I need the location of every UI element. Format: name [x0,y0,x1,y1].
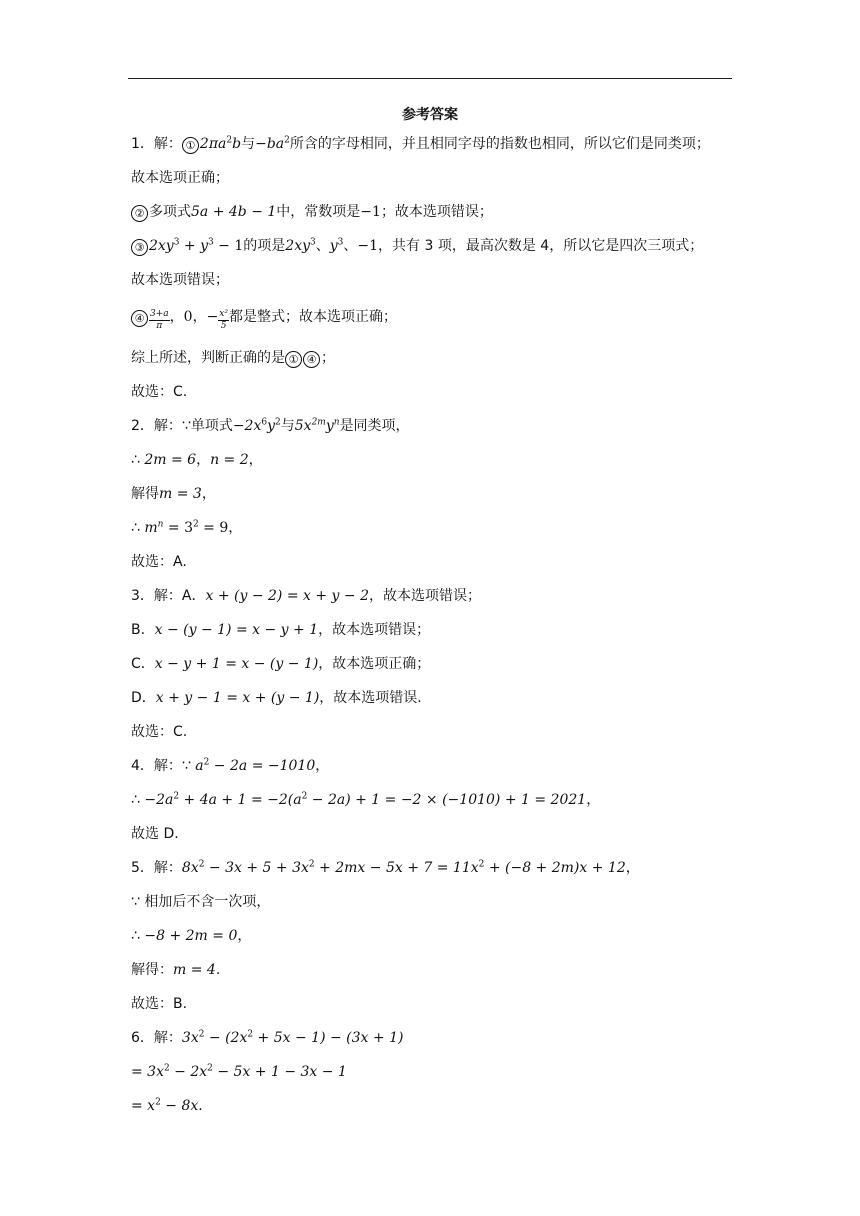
q1-text: ；故本选项错误； [380,204,493,220]
math: + 5x − 1) − (3x + 1) [253,1030,404,1046]
q3-line-1 [131,586,481,606]
math: n = 2 [210,452,249,468]
math: x − (y − 1) = x − y + 1 [154,622,319,638]
q6-text: 6．解： [131,1030,182,1046]
exp: 2 [275,417,281,428]
q1-line-3 [131,202,493,222]
therefore: ∴ [131,452,145,468]
q5-line-3 [131,926,251,946]
exp: 6 [261,417,268,428]
math: = 3 [163,520,193,536]
q5-line-2: ∵ 相加后不含一次项， [131,894,271,910]
q2-text: 2．解：∵单项式 [131,418,233,434]
q2-text: ， [248,452,263,468]
math: = x [131,1098,156,1114]
q6-line-3 [131,1096,203,1116]
q1-line-6 [131,307,397,332]
math: 2xy [285,238,310,254]
q3-line-3 [131,654,430,674]
q4-text: 4．解：∵ [131,758,196,774]
math: + (−8 + 2m)x + 12 [484,860,626,876]
q2-line-3 [131,484,216,504]
exp: 2 [198,1029,205,1040]
q1-text: 的项是 [243,238,286,254]
math: 2xy [149,238,174,254]
fraction-a [149,309,170,332]
q1-text: 、 [343,238,358,254]
exp: 2 [198,859,205,870]
q1-line-2: 故本选项正确； [131,170,229,186]
exp: 2 [203,757,210,768]
math: − 3x + 5 + 3x [204,860,309,876]
q4-line-1 [131,756,329,776]
math: − (2x [204,1030,248,1046]
exp: 2 [247,1029,254,1040]
exp: 2 [207,1063,213,1074]
exp: 2 [192,519,199,530]
exp: n [333,417,340,428]
exp: n [157,519,164,530]
q6-line-1 [131,1028,403,1048]
exp: 2 [163,1063,170,1074]
math: − 8x [160,1098,199,1114]
q1-label: 1．解： [131,136,182,152]
math: a [195,758,204,774]
exp: 2 [301,791,308,802]
circled-1: ① [182,137,199,154]
q3-answer: 故选：C. [131,724,188,740]
q1-line-1 [131,134,710,154]
math: + 4a + 1 = −2(a [179,792,302,808]
math: −2x [232,418,262,434]
q1-text: 与 [241,136,256,152]
q1-expr-a: 2πa [199,136,227,152]
therefore: ∴ [131,520,145,536]
q1-expr-b: −ba [255,136,285,152]
q2-text: 解得 [131,486,159,502]
q5-text: ， [625,860,640,876]
exp: 2 [478,859,485,870]
q1-text: ； [321,350,335,366]
page-title: 参考答案 [402,107,458,123]
q3-text: ，故本选项错误. [319,690,422,706]
q2-text: ， [196,452,211,468]
q2-answer: 故选：A. [131,554,187,570]
q1-text: ， [192,309,207,325]
math: − [206,309,219,325]
frac-num: x² [219,309,228,319]
q5-text: ， [237,928,252,944]
math: −1 [357,238,379,254]
q1-const: −1 [360,204,381,220]
q1-answer: 故选：C. [131,384,188,400]
exp: 2 [173,791,180,802]
q1-text: 都是整式；故本选项正确； [228,309,397,325]
math: − 1 [213,238,244,254]
q1-poly: 5a + 4b − 1 [191,204,277,220]
q2-text: ， [228,520,243,536]
math: 5x [294,418,312,434]
q1-text: ，共有 3 项，最高次数是 4，所以它是四次三项式； [378,238,704,254]
q5-text: . [215,962,221,978]
math: − 5x + 1 − 3x − 1 [212,1064,347,1080]
math: 0 [183,309,193,325]
math: m [144,520,158,536]
q4-answer: 故选 D. [131,826,179,842]
math: −8 + 2m = 0 [144,928,238,944]
math: y [329,238,338,254]
q3-line-4 [131,688,422,708]
exp: 2 [284,135,290,146]
q3-text: C． [131,656,155,672]
math: − 2a = −1010 [209,758,316,774]
q1-line-4 [131,236,703,256]
exp: 3 [173,237,180,248]
q2-line-1 [131,416,410,436]
exp: 2 [226,135,233,146]
q3-text: 3．解：A． [131,588,206,604]
math: x + (y − 2) = x + y − 2 [205,588,369,604]
q3-line-2 [131,620,430,640]
math: x + y − 1 = x + (y − 1) [155,690,320,706]
q3-text: ，故本选项正确； [318,656,431,672]
q3-text: B． [131,622,155,638]
math: y [325,418,334,434]
math: − 2a) + 1 = −2 × (−1010) + 1 = 2021 [307,792,587,808]
math: y [267,418,276,434]
circled-2: ② [131,205,148,222]
q4-line-2 [131,790,600,810]
q4-text: ， [586,792,601,808]
q1-text: ， [169,309,184,325]
exp: 3 [208,237,214,248]
q2-line-4 [131,518,242,538]
q1-line-7 [131,348,335,368]
circled-4: ④ [131,310,148,327]
q5-line-4 [131,960,220,980]
q1-line-5: 故本选项错误； [131,272,229,288]
q1-text: 、 [315,238,330,254]
math: = 3x [131,1064,164,1080]
q5-answer: 故选：B. [131,996,188,1012]
therefore: ∴ [131,928,145,944]
q2-line-2 [131,450,263,470]
exp: 2 [155,1097,161,1108]
q1-text: 所含的字母相同，并且相同字母的指数也相同，所以它们是同类项； [289,136,710,152]
q6-line-2 [131,1062,347,1082]
math: −2a [144,792,174,808]
fraction-b [218,309,229,332]
exp: 2m [311,417,326,428]
q3-text: ，故本选项错误； [318,622,431,638]
exp: 3 [337,237,344,248]
frac-den: π [156,321,163,331]
circled-4: ④ [303,351,320,368]
math: x − y + 1 = x − (y − 1) [154,656,319,672]
math: 3x [181,1030,199,1046]
math: = 9 [198,520,229,536]
circled-3: ③ [131,239,148,256]
exp: 2 [308,859,315,870]
q2-text: ， [201,486,216,502]
math: m = 3 [159,486,202,502]
q3-text: D． [131,690,156,706]
circled-1: ① [285,351,302,368]
q4-text: ， [315,758,330,774]
q6-text: . [198,1098,203,1114]
q5-text: 5．解： [131,860,182,876]
math: − 2x [169,1064,208,1080]
math: 8x [181,860,199,876]
math: + 2mx − 5x + 7 = 11x [314,860,479,876]
q5-line-1 [131,858,640,878]
math: m = 4 [173,962,216,978]
q3-text: ，故本选项错误； [369,588,481,604]
q5-text: 解得： [131,962,173,978]
therefore: ∴ [131,792,145,808]
q1-text: 多项式 [149,204,191,220]
q1-text: 综上所述，判断正确的是 [131,350,285,366]
frac-den: 5 [220,321,227,331]
math: + y [179,238,208,254]
q1-text: 中，常数项是 [276,204,361,220]
q2-text: 与 [280,418,295,434]
q2-text: 是同类项， [339,418,410,434]
header-rule [128,78,732,79]
exp: 3 [310,237,316,248]
frac-num: 3+a [150,309,169,319]
q1-expr-a2: b [232,136,242,152]
math: 2m = 6 [144,452,197,468]
